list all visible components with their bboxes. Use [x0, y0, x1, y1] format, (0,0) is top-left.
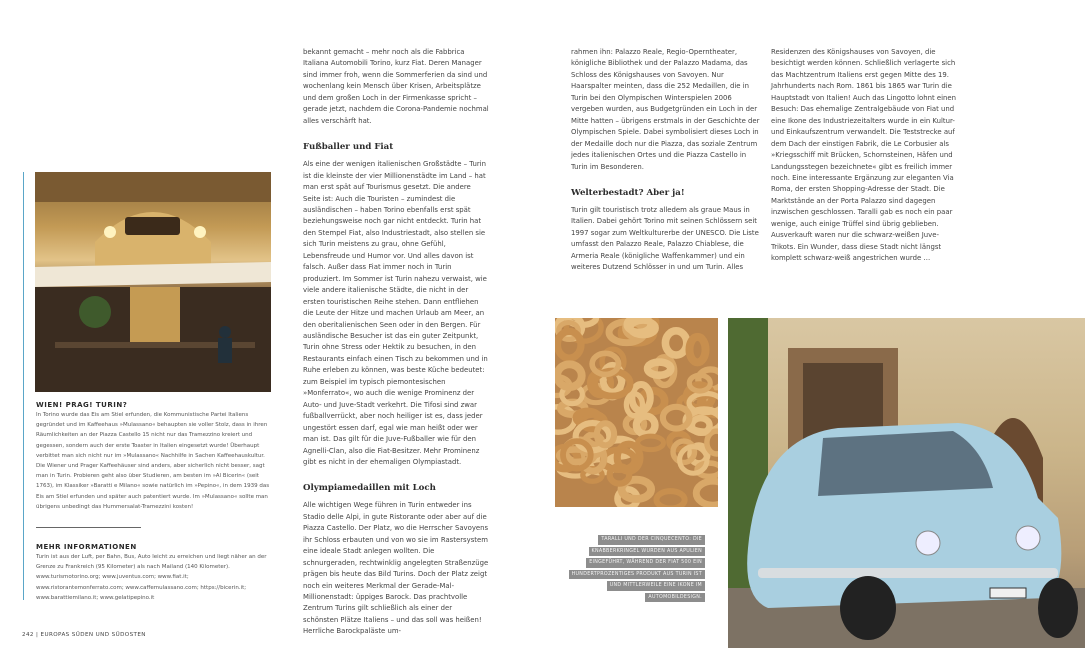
taralli-ring	[638, 436, 664, 449]
caption-line: KNABBERKRINGEL WURDEN AUS APULIEN	[589, 547, 705, 557]
section-heading: Fußballer und Fiat	[303, 142, 394, 153]
taralli-ring	[692, 418, 710, 433]
caption-line: AUTOMOBILDESIGN.	[645, 593, 705, 603]
taralli-photo	[555, 318, 718, 507]
sidebar-title: WIEN! PRAG! TURIN?	[36, 401, 128, 409]
taralli-ring	[648, 362, 671, 375]
taralli-ring	[696, 481, 718, 505]
caption-line: EINGEFÜHRT, WÄHREND DER FIAT 500 EIN	[586, 558, 705, 568]
paragraph: Alle wichtigen Wege führen in Turin entweder ins Stadio delle Alpi, in gute Ristorante oder aber auf die Piazza Castello. Der Platz, wo die Herrscher Savoyens ihr Schloss erbauten und von wo sie im Rastersystem eine ideale Stadt anlegen wollten. Die schnurgeraden, rechtwinklig angelegten Straßenzüge prägen bis heute das Bild Turins. Doch der Platz zeigt noch ein weiteres Merkmal der Gerade-Mal-Millionenstadt: üppiges Barock. Das prachtvolle Zentrum Turins gilt schließlich als einer der schönsten Plätze Italiens – und das soll was heißen! Herrliche Barockpaläste um-	[303, 501, 489, 636]
paragraph: Als eine der wenigen italienischen Großstädte – Turin ist die kleinste der vier Millionenstädte im Land – hat man erst spät auf Tourismus gesetzt. Die andere Seite ist: Auch die Touristen – zumindest die ausländischen – haben Torino ebenfalls erst spät beziehungsweise noch gar nicht entdeckt. Turin hat den Stempel Fiat, also Industriestadt, also stellen sie sich Turin meistens zu grau, ohne Gefühl, Lebensfreude und Humor vor. Und alles davon ist falsch. Außer dass Fiat immer noch in Turin produziert. Im Sommer ist Turin nahezu verwaist, wie viele andere italienische Städte, die nicht in der ersten touristischen Reihe stehen. Dann entfliehen die Leute der Hitze und machen Urlaub am Meer, an den oberitalienischen Seen oder in den Bergen. Für ausländische Besucher ist das ein guter Zeitpunkt, Turin ohne Stress oder Hektik zu besuchen, in den Restaurants einfach einen Tisch zu bekommen und in Ruhe erleben zu können, was beste Küche bedeutet: zum Beispiel im typisch piemontesischen »Monferrato«, wo auch die wenige Prominenz der Auto- und Juve-Stadt verkehrt. Die Tifosi sind zwar fußballverrückt, aber noch heiliger ist es, dass jeder ungestört essen darf, egal wie man heißt oder wer man ist. Das gilt für die Juve-Fußballer wie für den Agnelli-Clan, also die Fiat-Besitzer. Mehr Prominenz gibt es nicht in der ehemaligen Olympiastadt.	[303, 160, 488, 466]
sidebar-text: In Torino wurde das Eis am Stiel erfunden, die Kommunistische Partei Italiens gegründet und im Kaffeehaus »Mulassano« behaupten sie voller Stolz, dass in ihren Räumlichkeiten an der Piazza Castello 15 nicht nur das Tramezzino kreiert und gegessen, sondern auch der erste Toaster in Italien eingesetzt wurde! Überhaupt verbittet man sich nicht nur im »Mulassano« Nachhilfe in Sachen Kaffeehauskultur. Die Wiener und Prager Kaffeehäuser sind anders, aber sicherlich nicht besser, sagt man in Turin. Probieren geht also über Studieren, am besten im »Al Bicerin« (seit 1763), im Klassiker »Baratti e Milano« sowie natürlich im »Pepino«, in dem 1939 das Eis am Stiel erfunden und später auch patentiert wurde. Im »Mulassano« sollte man übrigens unbedingt das Hummersalat-Tramezzini kosten!	[36, 412, 270, 510]
caption-line: UND MITTLERWEILE EINE IKONE IM	[607, 581, 705, 591]
sidebar-text: Turin ist aus der Luft, per Bahn, Bus, Auto leicht zu erreichen und liegt näher an der Grenze zu Frankreich (95 Kilometer) als nach Mailand (140 Kilometer).	[36, 554, 267, 571]
taralli-ring	[557, 364, 582, 387]
caption-line: HUNDERTPROZENTIGES PRODUKT AUS TURIN IST	[569, 570, 705, 580]
paragraph: rahmen ihn: Palazzo Reale, Regio-Operntheater, königliche Bibliothek und der Palazzo Madama, das Schloss des Königshauses von Savoyen. Nur Haarspalter meinten, dass die 252 Medaillen, die in Turin bei den Olympischen Winterspielen 2006 vergeben wurden, aus Budgetgründen ein Loch in der Mitte hatten – übrigens erstmals in der Geschichte der Olympischen Spiele. Dabei symbolisiert dieses Loch in der Medaille doch nur die Piazza, das soziale Zentrum jedes italienischen Ortes und die Piazza Castello in Turin im Besonderen.	[571, 48, 760, 171]
section-heading: Olympiamedaillen mit Loch	[303, 483, 436, 494]
taralli-ring	[665, 331, 686, 355]
caption-line: TARALLI UND DER CINQUECENTO: DIE	[598, 535, 705, 545]
taralli-ring	[610, 466, 630, 484]
sidebar-box-wien-prag-turin	[36, 400, 272, 512]
article-column-1	[303, 47, 489, 638]
divider	[36, 527, 141, 528]
accent-line	[23, 172, 24, 600]
sidebar-links: www.turismotorino.org; www.juventus.com; www.fiat.it; www.ristorantemonferrato.com; www.caffemulassano.com; https://bicerin.it; www.barattiemilano.it; www.gelatipepino.it	[36, 574, 247, 601]
page-footer: 242 | EUROPAS SÜDEN UND SÜDOSTEN	[22, 632, 146, 638]
paragraph: Turin gilt touristisch trotz alledem als graue Maus in Italien. Dabei gehört Torino mit seinen Schlössern seit 1997 sogar zum Weltkulturerbe der UNESCO. Die Liste umfasst den Palazzo Reale, Palazzo Chiablese, die Armeria Reale (königliche Waffenkammer) und ein weiteres Dutzend Schlösser in und um Turin. Alles	[571, 205, 759, 272]
photo-caption	[569, 535, 705, 602]
article-column-3	[571, 47, 761, 274]
sidebar-box-more-info	[36, 542, 272, 603]
taralli-ring	[689, 337, 705, 362]
cafe-photo	[35, 172, 271, 392]
section-heading: Welterbestadt? Aber ja!	[571, 187, 685, 198]
sidebar-title: MEHR INFORMATIONEN	[36, 543, 137, 551]
paragraph: Residenzen des Königshauses von Savoyen, die besichtigt werden können. Schließlich verlagerte sich das Machtzentrum Italiens erst gegen Mitte des 19. Jahrhunderts nach Rom. 1861 bis 1865 war Turin die Hauptstadt von Italien! Auch das Lingotto lohnt einen Besuch: Das ehemalige Zentralgebäude von Fiat und eine Ikone des Industriezeitalters wurde in ein Kultur- und Einkaufszentrum verwandelt. Die Teststrecke auf dem Dach der einstigen Fabrik, die Le Corbusier als »Kriegsschiff mit Brücken, Schornsteinen, Häfen und Landungsstegen bezeichnete« gibt es freilich immer noch. Eine interessante Ergänzung zur eleganten Via Roma, der ersten Shopping-Adresse der Stadt. Die Marktstände an der Porta Palazzo sind dagegen inzwischen geschlossen. Taralli gab es noch ein paar wenige, auch einige Trüffel sind übrig geblieben. Ausverkauft waren nur die schwarz-weißen Juve-Trikots. Ein Wunder, dass diese Stadt nicht längst komplett schwarz-weiß angestrichen wurde …	[771, 48, 957, 263]
paragraph: bekannt gemacht – mehr noch als die Fabbrica Italiana Automobili Torino, kurz Fiat. Deren Manager sind immer froh, wenn die Sommerferien da sind und wochenlang kein Mensch über Krisen, Arbeitsplätze und dem großen Loch in der Firmenkasse spricht – gerade jetzt, nachdem die Corona-Pandemie nochmal alles verschärft hat.	[303, 48, 489, 125]
fiat-500-photo	[728, 318, 1085, 648]
taralli-ring	[656, 491, 684, 507]
article-column-4	[771, 47, 962, 265]
taralli-ring	[707, 431, 718, 454]
